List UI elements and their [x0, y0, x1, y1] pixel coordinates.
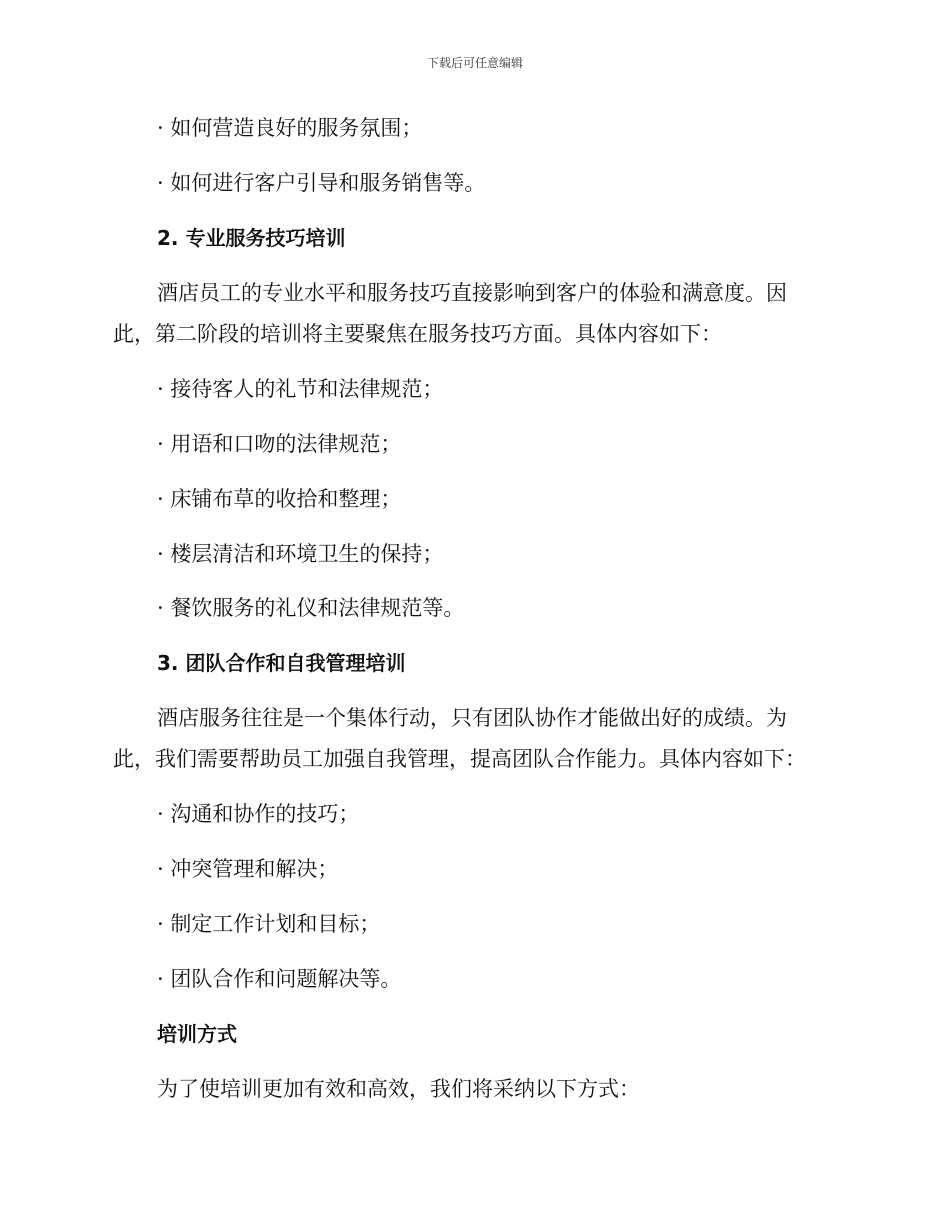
section-heading: 培训方式 [157, 1022, 237, 1046]
paragraph-line: 酒店服务往往是一个集体行动，只有团队协作才能做出好的成绩。为 [157, 706, 787, 730]
list-item: · 用语和口吻的法律规范； [157, 432, 402, 456]
list-item: · 沟通和协作的技巧； [157, 802, 360, 826]
list-item: · 餐饮服务的礼仪和法律规范等。 [157, 596, 465, 620]
paragraph-line: 为了使培训更加有效和高效，我们将采纳以下方式： [157, 1077, 640, 1101]
page-header: 下载后可任意编辑 [426, 56, 523, 70]
paragraph-line: 酒店员工的专业水平和服务技巧直接影响到客户的体验和满意度。因 [157, 281, 787, 305]
section-heading: 3. 团队合作和自我管理培训 [157, 651, 406, 675]
list-item: · 床铺布草的收拾和整理； [157, 487, 402, 511]
paragraph-line: 此，我们需要帮助员工加强自我管理，提高团队合作能力。具体内容如下： [113, 747, 806, 771]
list-item: · 如何营造良好的服务氛围； [157, 116, 423, 140]
paragraph-line: 此，第二阶段的培训将主要聚焦在服务技巧方面。具体内容如下： [113, 322, 722, 346]
list-item: · 接待客人的礼节和法律规范； [157, 377, 444, 401]
section-heading: 2. 专业服务技巧培训 [157, 226, 346, 250]
list-item: · 制定工作计划和目标； [157, 912, 381, 936]
list-item: · 如何进行客户引导和服务销售等。 [157, 171, 486, 195]
list-item: · 团队合作和问题解决等。 [157, 967, 402, 991]
list-item: · 冲突管理和解决； [157, 857, 339, 881]
list-item: · 楼层清洁和环境卫生的保持； [157, 542, 444, 566]
